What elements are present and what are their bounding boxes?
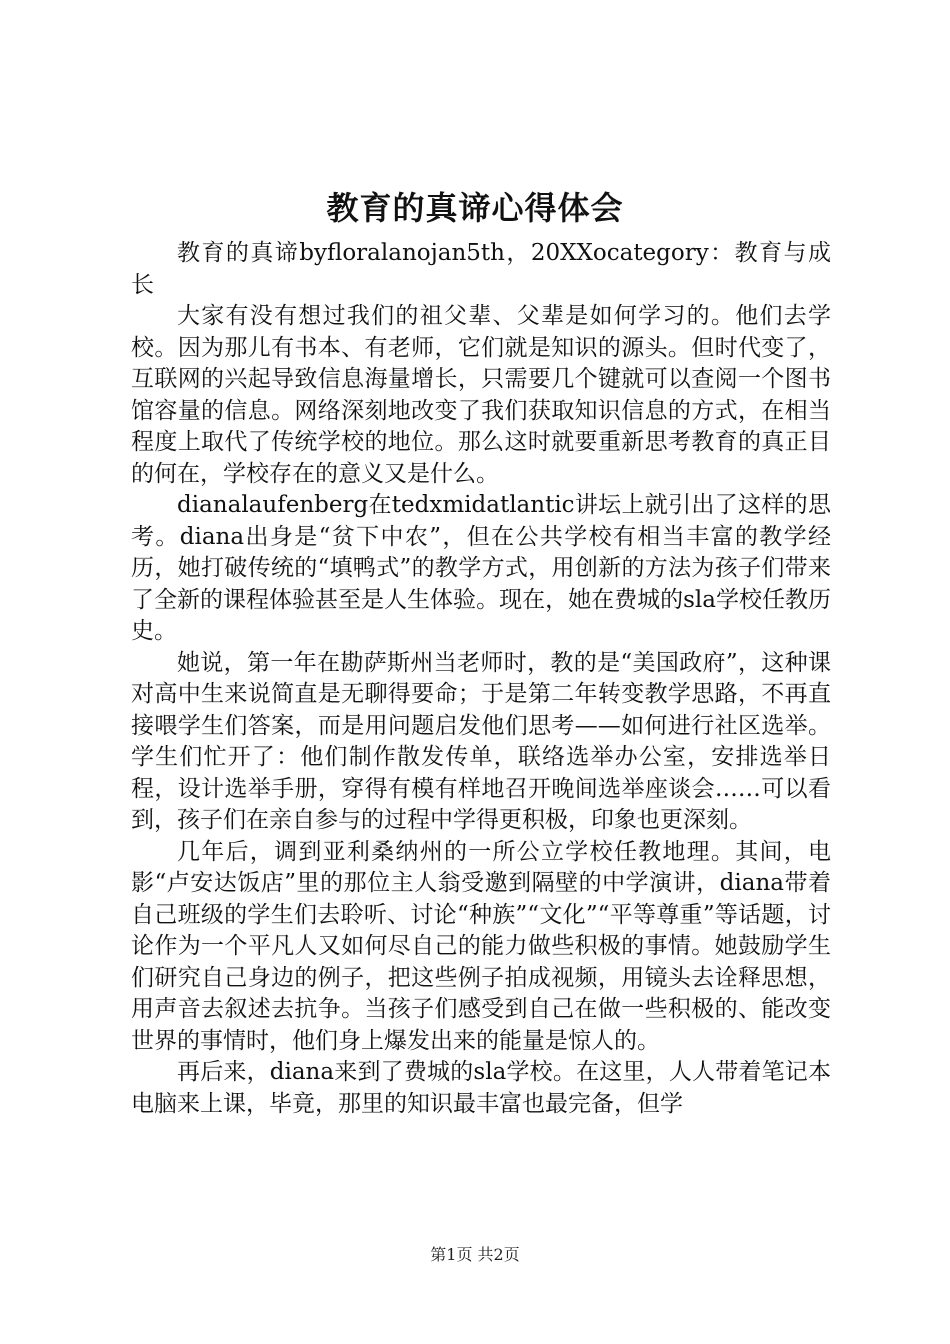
paragraph-2: 大家有没有想过我们的祖父辈、父辈是如何学习的。他们去学校。因为那儿有书本、有老师，它们就是知识的源头。但时代变了，互联网的兴起导致信息海量增长，只需要几个键就可以查阅一个图书馆容量的信息。网络深刻地改变了我们获取知识信息的方式，在相当程度上取代了传统学校的地位。那么这时就要重新思考教育的真正目的何在，学校存在的意义又是什么。 [131,303,831,487]
paragraph-5: 几年后，调到亚利桑纳州的一所公立学校任教地理。其间，电影“卢安达饭店”里的那位主人翁受邀到隔壁的中学演讲，diana带着自己班级的学生们去聆听、讨论“种族”“文化”“平等尊重”等话题，讨论作为一个平凡人又如何尽自己的能力做些积极的事情。她鼓励学生们研究自己身边的例子，把这些例子拍成视频，用镜头去诠释思想，用声音去叙述去抗争。当孩子们感受到自己在做一些积极的、能改变世界的事情时，他们身上爆发出来的能量是惊人的。 [131,838,831,1054]
document-title: 教育的真谛心得体会 [326,189,624,227]
paragraph-3: dianalaufenberg在tedxmidatlantic讲坛上就引出了这样的思考。diana出身是“贫下中农”，但在公共学校有相当丰富的教学经历，她打破传统的“填鸭式”的教学方式，用创新的方法为孩子们带来了全新的课程体验甚至是人生体验。现在，她在费城的sla学校任教历史。 [131,492,831,644]
paragraph-6: 再后来，diana来到了费城的sla学校。在这里，人人带着笔记本电脑来上课，毕竟，那里的知识最丰富也最完备，但学 [131,1059,831,1117]
paragraph-4: 她说，第一年在勘萨斯州当老师时，教的是“美国政府”，这种课对高中生来说简直是无聊得要命；于是第二年转变教学思路，不再直接喂学生们答案，而是用问题启发他们思考——如何进行社区选举。学生们忙开了：他们制作散发传单，联络选举办公室，安排选举日程，设计选举手册，穿得有模有样地召开晚间选举座谈会……可以看到，孩子们在亲自参与的过程中学得更积极，印象也更深刻。 [131,649,831,833]
document-body [131,238,831,1120]
page-footer: 第1页 共2页 [430,1245,520,1264]
paragraph-1: 教育的真谛byfloralanojan5th，20XXocategory：教育与成长 [131,240,831,298]
